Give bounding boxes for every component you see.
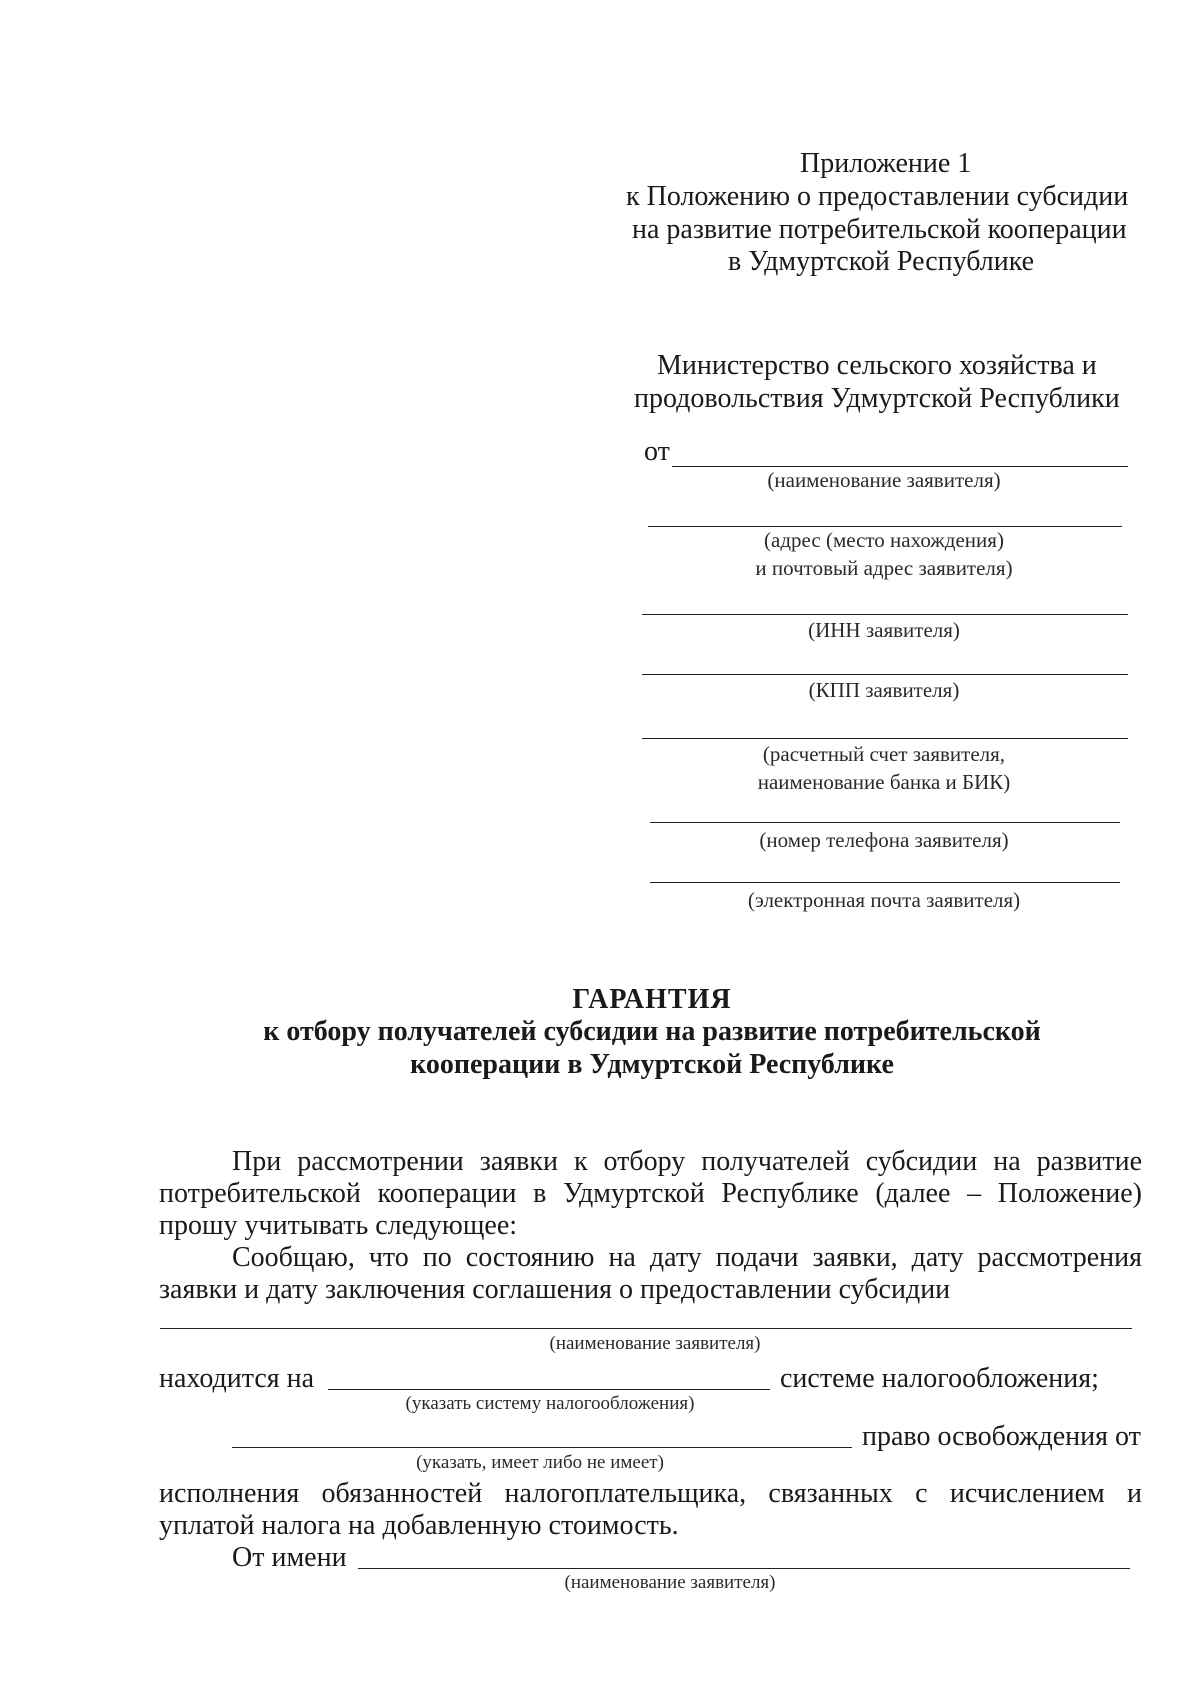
appendix-title: Приложение 1 — [800, 148, 972, 179]
exempt-suffix: право освобождения от — [862, 1421, 1141, 1452]
on-behalf-label: От имени — [232, 1542, 347, 1573]
inn-line[interactable] — [642, 614, 1128, 615]
account-caption-1: (расчетный счет заявителя, — [762, 742, 1006, 766]
from-label: от — [644, 436, 670, 467]
appendix-line-3: в Удмуртской Республике — [728, 246, 1035, 277]
body-p1-line-3: прошу учитывать следующее: — [159, 1210, 518, 1241]
recipient-line-1: Министерство сельского хозяйства и — [657, 350, 1097, 381]
tax-prefix: находится на — [159, 1363, 315, 1394]
exemption-line[interactable] — [232, 1447, 852, 1448]
appendix-line-2: на развитие потребительской кооперации — [632, 214, 1127, 245]
on-behalf-caption: (наименование заявителя) — [564, 1572, 776, 1593]
phone-caption: (номер телефона заявителя) — [759, 828, 1009, 852]
applicant-name-caption: (наименование заявителя) — [767, 468, 1001, 492]
address-line[interactable] — [648, 526, 1122, 527]
email-caption: (электронная почта заявителя) — [747, 888, 1021, 912]
kpp-caption: (КПП заявителя) — [808, 678, 960, 702]
tax-suffix: системе налогообложения; — [780, 1363, 1099, 1394]
applicant-name-body-caption: (наименование заявителя) — [549, 1333, 761, 1354]
phone-line[interactable] — [650, 822, 1120, 823]
body-p1-line-1: При рассмотрении заявки к отбору получателей субсидии на развитие — [232, 1146, 1142, 1177]
document-subtitle-1: к отбору получателей субсидии на развитие потребительской — [263, 1016, 1041, 1047]
tax-system-caption: (указать систему налогообложения) — [405, 1393, 695, 1414]
inn-caption: (ИНН заявителя) — [808, 618, 960, 642]
kpp-line[interactable] — [642, 674, 1128, 675]
address-caption-2: и почтовый адрес заявителя) — [755, 556, 1013, 580]
address-caption-1: (адрес (место нахождения) — [764, 528, 1004, 552]
body-p1-line-2: потребительской кооперации в Удмуртской Республике (далее – Положение) — [159, 1178, 1142, 1209]
tax-system-line[interactable] — [328, 1389, 770, 1390]
appendix-line-1: к Положению о предоставлении субсидии — [626, 181, 1129, 212]
body-p2-line-2: заявки и дату заключения соглашения о предоставлении субсидии — [159, 1274, 951, 1305]
document-subtitle-2: кооперации в Удмуртской Республике — [410, 1049, 894, 1080]
email-line[interactable] — [650, 882, 1120, 883]
account-caption-2: наименование банка и БИК) — [757, 770, 1011, 794]
document-title: ГАРАНТИЯ — [572, 984, 732, 1015]
account-line[interactable] — [642, 738, 1128, 739]
applicant-name-body-line[interactable] — [160, 1328, 1132, 1329]
body-p3-line-1: исполнения обязанностей налогоплательщика, связанных с исчислением и — [159, 1478, 1142, 1509]
exemption-caption: (указать, имеет либо не имеет) — [416, 1452, 664, 1473]
applicant-name-line[interactable] — [672, 466, 1128, 467]
on-behalf-line[interactable] — [358, 1568, 1130, 1569]
body-p2-line-1: Сообщаю, что по состоянию на дату подачи заявки, дату рассмотрения — [232, 1242, 1142, 1273]
body-p3-line-2: уплатой налога на добавленную стоимость. — [159, 1510, 679, 1541]
recipient-line-2: продовольствия Удмуртской Республики — [634, 383, 1120, 414]
